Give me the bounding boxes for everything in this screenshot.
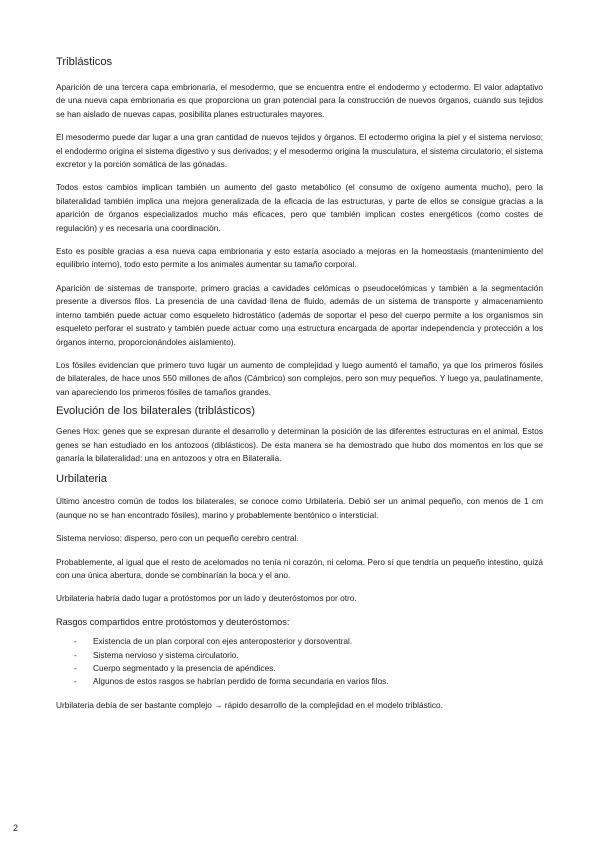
list-item-text: Cuerpo segmentado y la presencia de apéndices.	[93, 663, 276, 673]
list-item	[56, 675, 543, 688]
list-item-text: Algunos de estos rasgos se habrían perdido de forma secundaria en varios filos.	[93, 676, 389, 687]
dash-bullet-icon: -	[74, 649, 77, 660]
dash-bullet-icon: -	[74, 636, 77, 647]
paragraph: Aparición de sistemas de transporte, primero gracias a cavidades celómicas o pseudocelómicas y también a la segmentación presente a diversos filos. La presencia de una cavidad llena de fluido, además de un sistema de transporte y almacenamiento interno también puede actuar como esqueleto hidrostático (además de soportar el peso del cuerpo permite a los organismos sin esqueleto perforar el sustrato y también puede actuar como una estructura encargada de aportar independencia y protección a los órganos interno, proporcionándoles aislamiento).	[56, 282, 543, 347]
closing-paragraph: Urbilateria debía de ser bastante complejo → rápido desarrollo de la complejidad en el modelo triblástico.	[56, 699, 443, 710]
list-item	[56, 662, 543, 675]
paragraph: Todos estos cambios implican también un aumento del gasto metabólico (el consumo de oxígeno aumenta mucho), pero la bilateralidad también implica una mejora generalizada de la eficacia de las estructuras, y parte de ellos se consigue gracias a la aparición de órganos especializados mucho más eficaces, pero que también implican costes energéticos (como costes de regulación) y es necesaria una coordinación.	[56, 182, 543, 233]
shared-traits-list	[56, 635, 543, 689]
section-heading-urbilateria: Urbilateria	[56, 473, 107, 486]
paragraph: Sistema nervioso: disperso, pero con un pequeño cerebro central.	[56, 533, 299, 544]
list-item-text: Existencia de un plan corporal con ejes anteroposterior y dorsoventral.	[93, 636, 353, 647]
dash-bullet-icon: -	[74, 663, 77, 673]
section-heading-evolucion-bilaterales: Evolución de los bilaterales (triblásticos)	[56, 405, 255, 418]
page-number: 2	[13, 823, 19, 833]
paragraph: Último ancestro común de todos los bilaterales, se conoce como Urbilateria. Debió ser un animal pequeño, con menos de 1 cm (aunque no se han encontrado fósiles), marino y probablemente bentónico o intersticial.	[56, 496, 543, 520]
paragraph: Esto es posible gracias a esa nueva capa embrionaria y esto estaría asociado a mejoras en la homeostasis (mantenimiento del equilibrio interno), todo esto permite a los animales aumentar su tamaño corporal.	[56, 246, 543, 270]
paragraph: El mesodermo puede dar lugar a una gran cantidad de nuevos tejidos y órganos. El ectodermo origina la piel y el sistema nervioso; el endodermo origina el sistema digestivo y sus derivados; y el mesodermo origina la musculatura, el sistema circulatorio, el sistema excretor y la porción somática de las gónadas.	[56, 132, 543, 170]
list-item	[56, 635, 543, 648]
document-page	[56, 55, 543, 712]
list-item	[56, 649, 543, 662]
paragraph: Probablemente, al igual que el resto de acelomados no tenía ni corazón, ni celoma. Pero sí que tendría un pequeño intestino, quizá con una única abertura, donde se combinarían la boca y el ano.	[56, 556, 543, 580]
shared-traits-heading: Rasgos compartidos entre protóstomos y deuteróstomos:	[56, 616, 290, 627]
paragraph: Aparición de una tercera capa embrionaria, el mesodermo, que se encuentra entre el endodermo y ectodermo. El valor adaptativo de una nueva capa embrionaria es que proporciona un gran potencial para la construcción de nuevos órganos, cuando sus tejidos se han aislado de nuevas capas, posibilita planes estructurales mayores.	[56, 82, 543, 119]
paragraph: Urbilateria habría dado lugar a protóstomos por un lado y deuteróstomos por otro.	[56, 593, 357, 604]
dash-bullet-icon: -	[74, 676, 77, 687]
paragraph: Los fósiles evidencian que primero tuvo lugar un aumento de complejidad y luego aumentó el tamaño, ya que los primeros fósiles de bilaterales, de hace unos 550 millones de años (Cámbrico) son complejos, pero son muy pequeños. Y luego ya, paulatinamente, van apareciendo los primeros fósiles de tamaños grandes.	[56, 359, 543, 397]
section-heading-triblasticos: Triblásticos	[56, 56, 113, 68]
paragraph: Genes Hox: genes que se expresan durante el desarrollo y determinan la posición de las diferentes estructuras en el animal. Estos genes se han estudiado en los antozoos (diblásticos). De esta manera se ha demostrado que hubo dos momentos en los que se ganaría la bilateralidad: una en antozoos y otra en Bilateralia.	[56, 426, 543, 463]
list-item-text: Sistema nervioso y sistema circulatorio.	[93, 649, 239, 660]
